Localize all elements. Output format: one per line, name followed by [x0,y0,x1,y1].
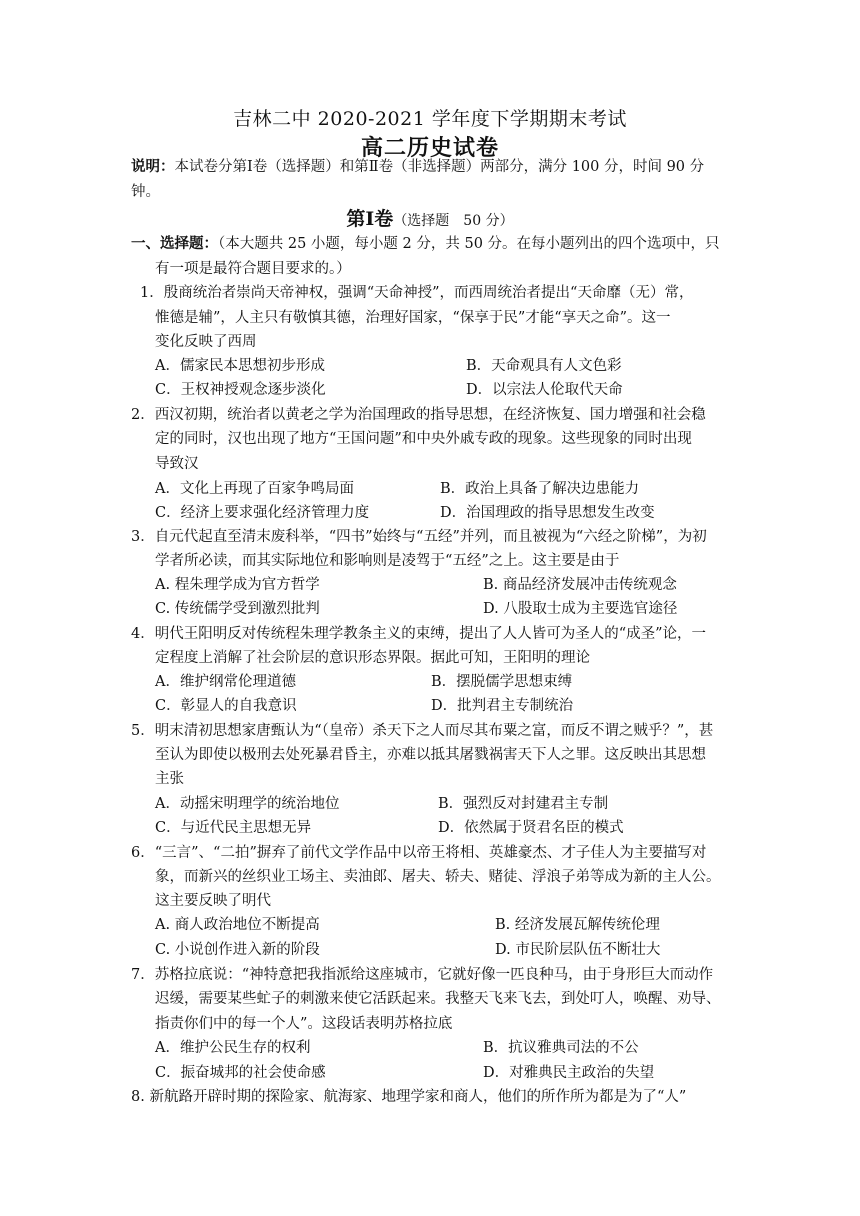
question-5-option-d: D．依然属于贤君名臣的模式 [438,820,624,836]
question-6-option-b: B. 经济发展瓦解传统伦理 [495,917,660,933]
question-2-line-1: 2．西汉初期，统治者以黄老之学为治国理政的指导思想，在经济恢复、国力增强和社会稳 [131,407,706,423]
instructions-line-2: 钟。 [131,184,160,200]
question-1-line-1: 1．殷商统治者崇尚天帝神权，强调“天命神授”，而西周统治者提出“天命靡（无）常， [140,285,694,301]
question-3-line-1: 3．自元代起直至清末废科举，“四书”始终与“五经”并列，而且被视为“六经之阶梯”，为初 [131,529,707,545]
question-6-line-3: 这主要反映了明代 [155,893,271,909]
exam-title: 吉林二中 2020-2021 学年度下学期期末考试 [233,108,627,130]
section-heading [0,204,860,231]
question-1-line-2: 惟德是辅”，人主只有敬慎其德，治理好国家，“保享于民”才能“享天之命”。这一 [155,310,671,326]
question-7-option-d: D．对雅典民主政治的失望 [483,1065,655,1081]
question-4-line-2: 定程度上消解了社会阶层的意识形态界限。据此可知，王阳明的理论 [155,650,590,666]
question-5-option-c: C．与近代民主思想无异 [155,820,312,836]
part-heading [131,232,720,256]
question-5-line-1: 5．明末清初思想家唐甄认为“（皇帝）杀天下之人而尽其布粟之富，而反不谓之贼乎？”，甚 [131,723,714,739]
question-8-line-1: 8. 新航路开辟时期的探险家、航海家、地理学家和商人，他们的所作所为都是为了“人” [131,1089,687,1105]
question-7-option-a: A．维护公民生存的权利 [155,1040,311,1056]
question-3-option-d: D. 八股取士成为主要选官途径 [483,601,678,617]
question-1-option-b: B．天命观具有人文色彩 [466,358,622,374]
question-1-option-c: C．王权神授观念逐步淡化 [155,382,326,398]
question-6-option-a: A. 商人政治地位不断提高 [155,917,320,933]
question-2-line-2: 定的同时，汉也出现了地方“王国问题”和中央外戚专政的现象。这些现象的同时出现 [155,431,692,447]
part-label: 一、选择题： [131,235,218,252]
instructions-text: 本试卷分第Ⅰ卷（选择题）和第Ⅱ卷（非选择题）两部分，满分 100 分，时间 90 分 [174,159,705,175]
instructions-label: 说明： [131,158,175,175]
question-7-option-b: B．抗议雅典司法的不公 [483,1040,639,1056]
question-5-line-2: 至认为即使以极刑去处死暴君昏主，亦难以抵其屠戮祸害天下人之罪。这反映出其思想 [155,747,706,763]
question-2-line-3: 导致汉 [155,456,199,472]
question-6-line-2: 象，而新兴的丝织业工场主、卖油郎、屠夫、轿夫、赌徒、浮浪子弟等成为新的主人公。 [155,869,721,885]
question-6-line-1: 6．“三言”、“二拍”摒弃了前代文学作品中以帝王将相、英雄豪杰、才子佳人为主要描写对 [131,845,707,861]
question-2-option-a: A．文化上再现了百家争鸣局面 [155,481,354,497]
question-2-option-b: B．政治上具备了解决边患能力 [440,481,640,497]
question-1-option-d: D．以宗法人伦取代天命 [466,382,623,398]
question-4-option-c: C．彰显人的自我意识 [155,698,297,714]
question-2-option-c: C．经济上要求强化经济管理力度 [155,505,370,521]
question-3-line-2: 学者所必读，而其实际地位和影响则是凌驾于“五经”之上。这主要是由于 [155,553,620,569]
question-4-line-1: 4．明代王阳明反对传统程朱理学教条主义的束缚，提出了人人皆可为圣人的“成圣”论，一 [131,626,707,642]
question-1-option-a: A．儒家民本思想初步形成 [155,358,325,374]
section-note: （选择题 50 分） [393,213,514,229]
question-1-line-3: 变化反映了西周 [155,334,257,350]
question-3-option-b: B. 商品经济发展冲击传统观念 [483,577,677,593]
question-7-line-3: 指责你们中的每一个人”。这段话表明苏格拉底 [155,1016,453,1032]
question-4-option-a: A．维护纲常伦理道德 [155,674,296,690]
question-7-line-1: 7．苏格拉底说：“神特意把我指派给这座城市，它就好像一匹良种马，由于身形巨大而动作 [131,967,714,983]
question-5-line-3: 主张 [155,771,184,787]
part-text: （本大题共 25 小题，每小题 2 分，共 50 分。在每小题列出的四个选项中，只 [218,236,720,252]
question-5-option-b: B．强烈反对封建君主专制 [438,796,609,812]
question-6-option-c: C. 小说创作进入新的阶段 [155,942,320,958]
exam-subtitle: 高二历史试卷 [360,135,499,161]
instructions-line-1 [131,155,704,179]
part-heading-line-2: 有一项是最符合题目要求的。） [155,261,351,277]
question-5-option-a: A．动摇宋明理学的统治地位 [155,796,340,812]
question-2-option-d: D．治国理政的指导思想发生改变 [440,505,655,521]
question-4-option-b: B．摆脱儒学思想束缚 [431,674,573,690]
question-3-option-a: A. 程朱理学成为官方哲学 [155,577,320,593]
question-4-option-d: D．批判君主专制统治 [431,698,574,714]
question-7-line-2: 迟缓，需要某些虻子的刺激来使它活跃起来。我整天飞来飞去，到处叮人，唤醒、劝导、 [155,991,721,1007]
question-3-option-c: C. 传统儒学受到激烈批判 [155,601,320,617]
section-title: 第Ⅰ卷 [346,208,394,230]
question-6-option-d: D. 市民阶层队伍不断壮大 [495,942,661,958]
question-7-option-c: C．振奋城邦的社会使命感 [155,1065,326,1081]
